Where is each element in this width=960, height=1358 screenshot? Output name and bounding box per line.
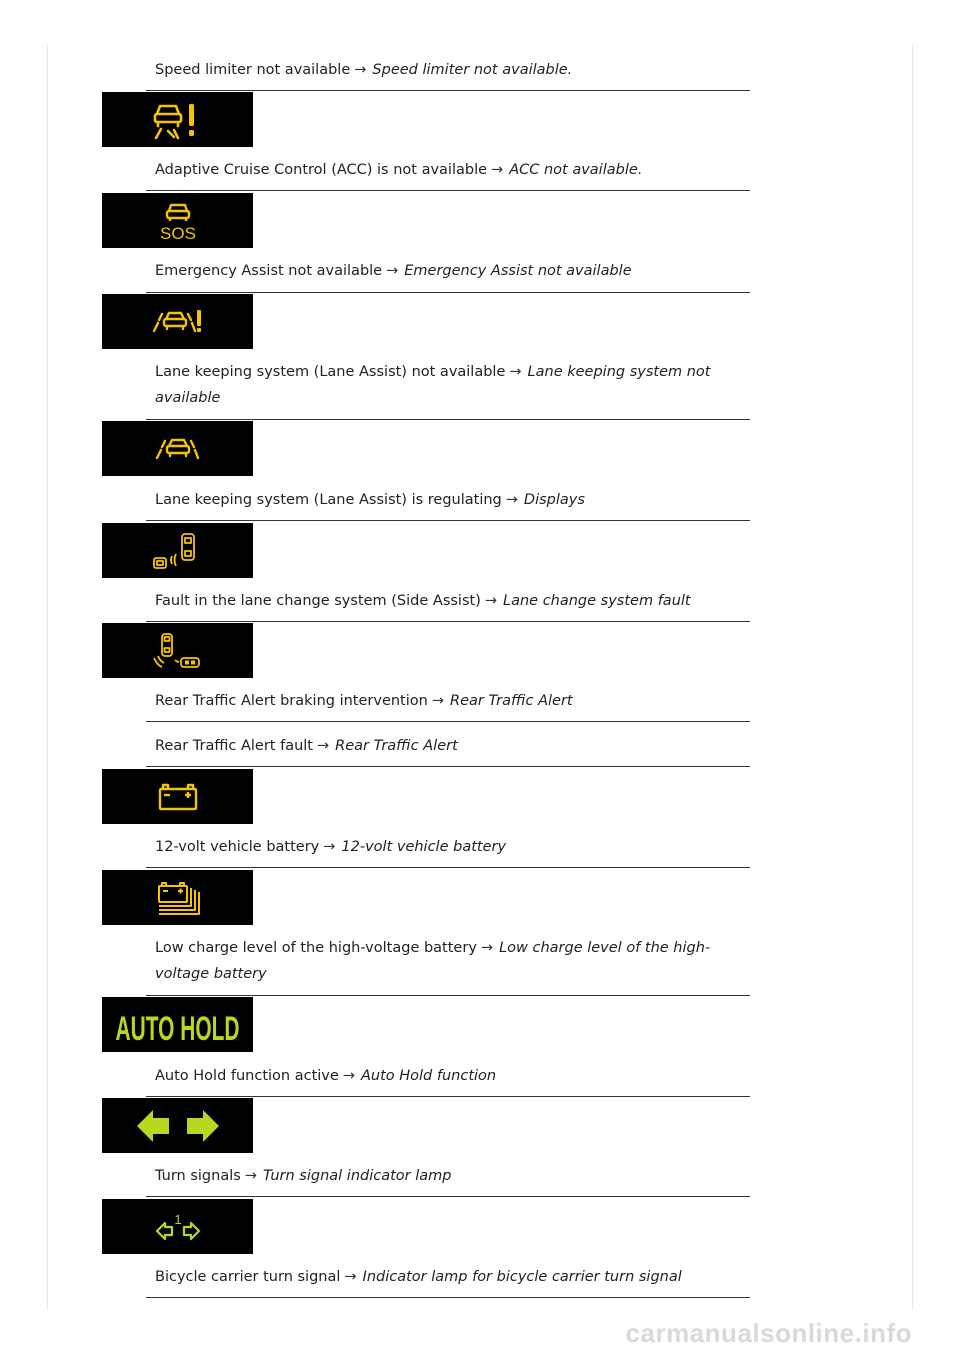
- cross-reference-link[interactable]: 12-volt vehicle battery: [341, 839, 507, 855]
- emergency-assist-sos-icon: [102, 193, 253, 248]
- entry-description: Adaptive Cruise Control (ACC) is not available: [155, 162, 488, 178]
- high-voltage-battery-icon: [102, 870, 253, 925]
- entry-hv-battery: [155, 935, 745, 987]
- divider: [146, 721, 750, 722]
- cross-reference-link[interactable]: Auto Hold function: [360, 1068, 497, 1084]
- arrow-right-icon: →: [386, 263, 399, 279]
- entry-description: Rear Traffic Alert braking intervention: [155, 693, 428, 709]
- lane-assist-warning-icon: [102, 294, 253, 349]
- page-margin-line-right: [912, 45, 913, 1310]
- divider: [146, 621, 750, 622]
- divider: [146, 190, 750, 191]
- divider: [146, 90, 750, 91]
- divider: [146, 867, 750, 868]
- arrow-right-icon: →: [323, 839, 336, 855]
- entry-lane-assist-regulating: [155, 487, 745, 513]
- cross-reference-link[interactable]: Speed limiter not available.: [372, 62, 573, 78]
- arrow-right-icon: →: [344, 1269, 357, 1285]
- entry-description: 12-volt vehicle battery: [155, 839, 320, 855]
- entry-emergency-assist: [155, 258, 745, 284]
- entry-acc: [155, 157, 745, 183]
- watermark: carmanualsonline.info: [625, 1318, 912, 1348]
- acc-not-available-icon: [102, 92, 253, 147]
- arrow-right-icon: →: [354, 62, 367, 78]
- cross-reference-link[interactable]: Lane keeping system not available: [155, 364, 711, 406]
- entry-description: Auto Hold function active: [155, 1068, 339, 1084]
- entry-rear-traffic-alert-braking: [155, 688, 745, 714]
- entry-12v-battery: [155, 834, 745, 860]
- rear-traffic-alert-icon: [102, 623, 253, 678]
- cross-reference-link[interactable]: Lane change system fault: [503, 593, 691, 609]
- entry-description: Turn signals: [155, 1168, 241, 1184]
- svg-text:AUTO HOLD: AUTO HOLD: [115, 1010, 240, 1048]
- cross-reference-link[interactable]: Indicator lamp for bicycle carrier turn signal: [362, 1269, 682, 1285]
- entry-bicycle-carrier-turn-signal: [155, 1264, 745, 1290]
- divider: [146, 995, 750, 996]
- svg-text:SOS: SOS: [159, 223, 196, 243]
- cross-reference-link[interactable]: Rear Traffic Alert: [335, 738, 458, 754]
- side-assist-icon: [102, 523, 253, 578]
- entry-description: Speed limiter not available: [155, 62, 351, 78]
- divider: [146, 1297, 750, 1298]
- entry-description: Emergency Assist not available: [155, 263, 383, 279]
- entry-description: Bicycle carrier turn signal: [155, 1269, 341, 1285]
- entry-description: Fault in the lane change system (Side Assist): [155, 593, 481, 609]
- cross-reference-link[interactable]: Turn signal indicator lamp: [262, 1168, 452, 1184]
- entry-lane-assist-not-available: [155, 359, 745, 411]
- arrow-right-icon: →: [484, 593, 498, 609]
- arrow-right-icon: →: [317, 738, 330, 754]
- entry-auto-hold: [155, 1063, 745, 1089]
- entry-description: Low charge level of the high-voltage battery: [155, 940, 477, 956]
- entry-side-assist: [155, 588, 745, 614]
- divider: [146, 419, 750, 420]
- arrow-right-icon: →: [342, 1068, 355, 1084]
- turn-signal-arrows-icon: [102, 1098, 253, 1153]
- divider: [146, 520, 750, 521]
- cross-reference-link[interactable]: Displays: [523, 492, 585, 508]
- entry-description: Rear Traffic Alert fault: [155, 738, 313, 754]
- entry-rear-traffic-alert-fault: [155, 733, 745, 759]
- battery-icon: [102, 769, 253, 824]
- divider: [146, 1196, 750, 1197]
- bicycle-carrier-turn-signal-icon: [102, 1199, 253, 1254]
- arrow-right-icon: →: [509, 364, 522, 380]
- arrow-right-icon: →: [505, 492, 518, 508]
- divider: [146, 766, 750, 767]
- entry-description: Lane keeping system (Lane Assist) not available: [155, 364, 506, 380]
- cross-reference-link[interactable]: Low charge level of the high-voltage battery: [155, 940, 711, 982]
- divider: [146, 1096, 750, 1097]
- arrow-right-icon: →: [491, 162, 504, 178]
- arrow-right-icon: →: [431, 693, 444, 709]
- cross-reference-link[interactable]: ACC not available.: [509, 162, 643, 178]
- arrow-right-icon: →: [244, 1168, 257, 1184]
- lane-assist-icon: [102, 421, 253, 476]
- svg-text:1: 1: [173, 1211, 182, 1227]
- cross-reference-link[interactable]: Emergency Assist not available: [404, 263, 632, 279]
- entry-speed-limiter: [155, 57, 745, 83]
- cross-reference-link[interactable]: Rear Traffic Alert: [450, 693, 573, 709]
- divider: [146, 292, 750, 293]
- arrow-right-icon: →: [480, 940, 494, 956]
- auto-hold-icon: [102, 997, 253, 1052]
- entry-turn-signals: [155, 1163, 745, 1189]
- page-margin-line-left: [47, 45, 48, 1310]
- entry-description: Lane keeping system (Lane Assist) is regulating: [155, 492, 502, 508]
